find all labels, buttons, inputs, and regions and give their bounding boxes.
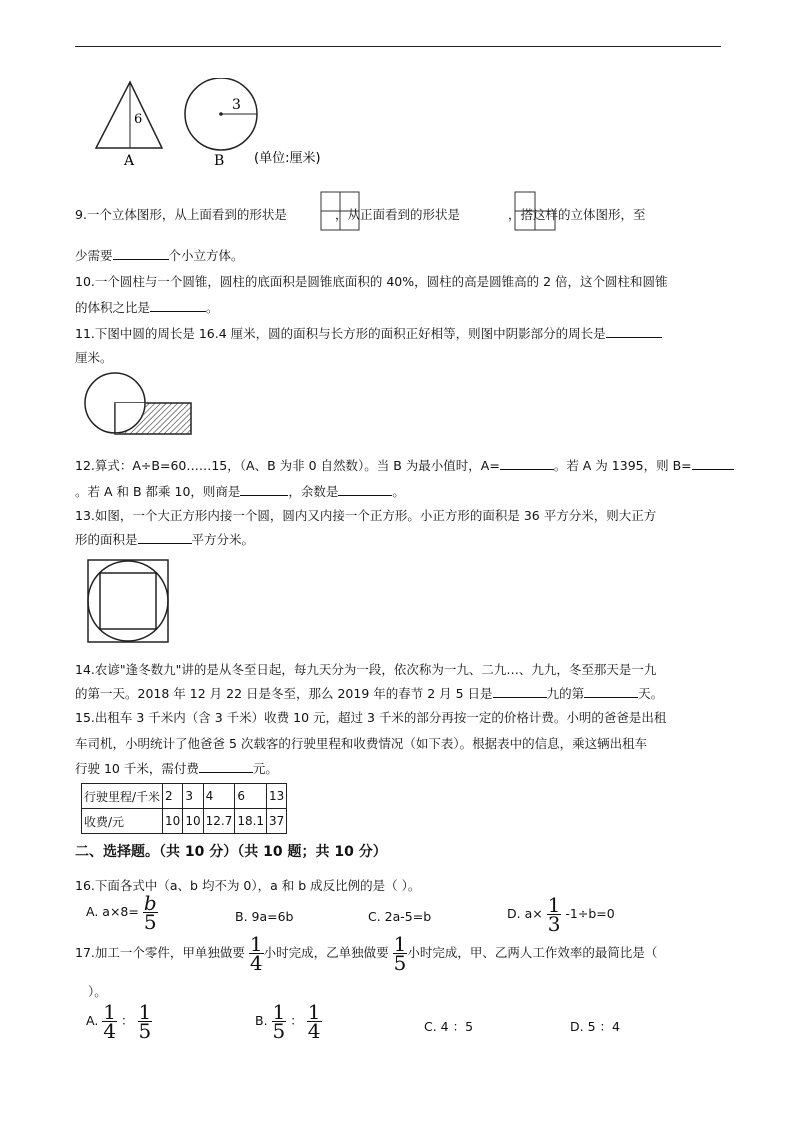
- numerator: b: [143, 891, 157, 915]
- denominator: 5: [143, 910, 157, 934]
- q12-blank-a[interactable]: [500, 457, 554, 470]
- q9-text-c: ，搭这样的立体图形，至: [507, 207, 646, 222]
- q14-line2: [75, 684, 663, 702]
- table-cell: 10: [183, 809, 203, 834]
- q13-line2: [75, 530, 254, 548]
- q12-blank-d[interactable]: [338, 483, 392, 496]
- numerator: 1: [272, 1000, 286, 1024]
- q17-option-d[interactable]: D. 5 ：4: [570, 1019, 620, 1034]
- square-circle-square-figure: [86, 558, 170, 644]
- option-b-text: B.: [255, 1013, 268, 1028]
- q16-option-a[interactable]: [86, 891, 158, 934]
- fraction: [272, 1000, 287, 1043]
- table-row: [82, 784, 287, 809]
- q15-line1: 15.出租车 3 千米内（含 3 千米）收费 10 元，超过 3 千米的部分再按一定的价格计费。小明的爸爸是出租: [75, 710, 667, 725]
- section-heading: 二、选择题。（共 10 分）（共 10 题；共 10 分）: [75, 844, 387, 860]
- inner-square: [100, 573, 156, 629]
- q13-answer-blank[interactable]: [138, 531, 192, 544]
- table-cell: 行驶里程/千米: [82, 784, 163, 809]
- numerator: 1: [103, 1000, 117, 1024]
- q9-text-a: 9.一个立体图形，从上面看到的形状是: [75, 207, 287, 222]
- option-a-text: A. a×8=: [86, 904, 139, 919]
- q17-line1: [75, 932, 658, 975]
- q13-text-a: 形的面积是: [75, 532, 138, 547]
- fraction: [138, 1000, 153, 1043]
- table-cell: 3: [183, 784, 203, 809]
- fraction: [393, 932, 408, 975]
- table-cell: 4: [203, 784, 235, 809]
- q12-blank-c[interactable]: [240, 483, 288, 496]
- numerator: 1: [138, 1000, 152, 1024]
- q16-option-c[interactable]: C. 2a-5=b: [368, 909, 432, 924]
- triangle-shape: [96, 82, 162, 148]
- q12-text-c: 。若 A 和 B 都乘 10，则商是: [75, 484, 241, 499]
- fare-table: [81, 783, 287, 834]
- q13-line1: 13.如图，一个大正方形内接一个圆，圆内又内接一个正方形。小正方形的面积是 36 平方分米，则大正方: [75, 508, 657, 523]
- radius-label: 3: [232, 97, 241, 113]
- numerator: 1: [547, 893, 561, 917]
- q10-line2: [75, 298, 219, 316]
- denominator: 4: [307, 1019, 321, 1043]
- q16-option-b[interactable]: B. 9a=6b: [235, 909, 294, 924]
- q16-stem: 16.下面各式中（a、b 均不为 0），a 和 b 成反比例的是（ ）。: [75, 878, 421, 893]
- fraction: [307, 1000, 322, 1043]
- option-d-text-b: -1÷b=0: [565, 906, 615, 921]
- circle-rectangle-figure: [84, 372, 196, 438]
- q14-blank-b[interactable]: [584, 685, 638, 698]
- fraction: [249, 932, 264, 975]
- table-cell: 12.7: [203, 809, 235, 834]
- q15-text-a: 行驶 10 千米，需付费: [75, 761, 199, 776]
- unit-label: (单位:厘米): [254, 151, 321, 166]
- label-a: A: [124, 153, 135, 169]
- header-rule: [75, 46, 721, 47]
- q17-option-a[interactable]: [86, 1000, 152, 1043]
- q11-text-a: 11.下图中圆的周长是 16.4 厘米，圆的面积与长方形的面积正好相等，则图中阴影部分的周长是: [75, 326, 606, 341]
- table-cell: 收费/元: [82, 809, 163, 834]
- table-row: [82, 809, 287, 834]
- denominator: 5: [272, 1019, 286, 1043]
- q12-line2: [75, 482, 405, 500]
- q9-text-b: ，从正面看到的形状是: [334, 207, 460, 222]
- q15-line3: [75, 759, 278, 777]
- fraction: [547, 893, 562, 936]
- table-cell: 37: [267, 809, 287, 834]
- q13-text-b: 平方分米。: [191, 532, 255, 547]
- denominator: 5: [138, 1019, 152, 1043]
- q10-text-b: 。: [206, 300, 219, 315]
- q12-text-b: 。若 A 为 1395，则 B=: [553, 458, 692, 473]
- q14-blank-a[interactable]: [493, 685, 547, 698]
- q12-blank-b[interactable]: [692, 457, 734, 470]
- ratio-separator: ：: [121, 1013, 134, 1028]
- q16-option-d[interactable]: [507, 893, 615, 936]
- q14-text-c: 天。: [638, 686, 664, 701]
- top-view-icon: [320, 191, 360, 231]
- q17-option-b[interactable]: [255, 1000, 322, 1043]
- q10-answer-blank[interactable]: [150, 299, 206, 312]
- numerator: 1: [307, 1000, 321, 1024]
- q12-text-e: 。: [392, 484, 405, 499]
- denominator: 5: [393, 951, 407, 975]
- q12-line1: [75, 456, 734, 474]
- q15-answer-blank[interactable]: [199, 760, 253, 773]
- q12-text-a: 12.算式：A÷B=60……15，（A、B 为非 0 自然数）。当 B 为最小值时，A=: [75, 458, 500, 473]
- denominator: 3: [547, 912, 561, 936]
- q9-line2: [75, 246, 244, 264]
- q15-text-b: 元。: [252, 761, 278, 776]
- ratio-separator: ：: [290, 1013, 303, 1028]
- q11-line1: [75, 324, 662, 342]
- table-cell: 10: [163, 809, 183, 834]
- figure-cone-circle: [90, 78, 380, 170]
- q17-option-c[interactable]: C. 4 ：5: [424, 1019, 474, 1034]
- table-cell: 6: [235, 784, 267, 809]
- front-view-icon: [514, 191, 556, 231]
- height-label: 6: [134, 112, 143, 127]
- q17-text-c: 小时完成，甲、乙两人工作效率的最简比是（: [407, 945, 658, 960]
- q17-line2: ）。: [88, 984, 107, 999]
- q9-text-d: 少需要: [75, 248, 113, 263]
- q11-line2: 厘米。: [75, 350, 113, 365]
- q14-text-b: 九的第: [546, 686, 585, 701]
- fraction: [102, 1000, 117, 1043]
- q10-line1: 10.一个圆柱与一个圆锥，圆柱的底面积是圆锥底面积的 40%，圆柱的高是圆锥高的 2 倍，这个圆柱和圆锥: [75, 274, 668, 289]
- fraction: [143, 891, 158, 934]
- q10-text-a: 的体积之比是: [75, 300, 151, 315]
- option-a-text: A.: [86, 1013, 99, 1028]
- q9-text-e: 个小立方体。: [168, 248, 244, 263]
- q14-text-a: 的第一天。2018 年 12 月 22 日是冬至，那么 2019 年的春节 2 月 5 日是: [75, 686, 493, 701]
- table-cell: 13: [267, 784, 287, 809]
- q9-answer-blank[interactable]: [113, 247, 169, 260]
- q17-text-a: 17.加工一个零件，甲单独做要: [75, 945, 245, 960]
- q12-text-d: ，余数是: [288, 484, 339, 499]
- q15-line2: 车司机，小明统计了他爸爸 5 次载客的行驶里程和收费情况（如下表）。根据表中的信息，乘这辆出租车: [75, 736, 648, 751]
- numerator: 1: [393, 932, 407, 956]
- option-d-text-a: D. a×: [507, 906, 543, 921]
- numerator: 1: [249, 932, 263, 956]
- q14-line1: 14.农谚"逢冬数九"讲的是从冬至日起，每九天分为一段，依次称为一九、二九…、九九，冬至那天是一九: [75, 662, 657, 677]
- label-b: B: [214, 153, 225, 169]
- denominator: 4: [103, 1019, 117, 1043]
- denominator: 4: [249, 951, 263, 975]
- table-cell: 2: [163, 784, 183, 809]
- q9-line1: [75, 205, 645, 223]
- table-cell: 18.1: [235, 809, 267, 834]
- q17-text-b: 小时完成，乙单独做要: [263, 945, 389, 960]
- q11-answer-blank[interactable]: [606, 325, 662, 338]
